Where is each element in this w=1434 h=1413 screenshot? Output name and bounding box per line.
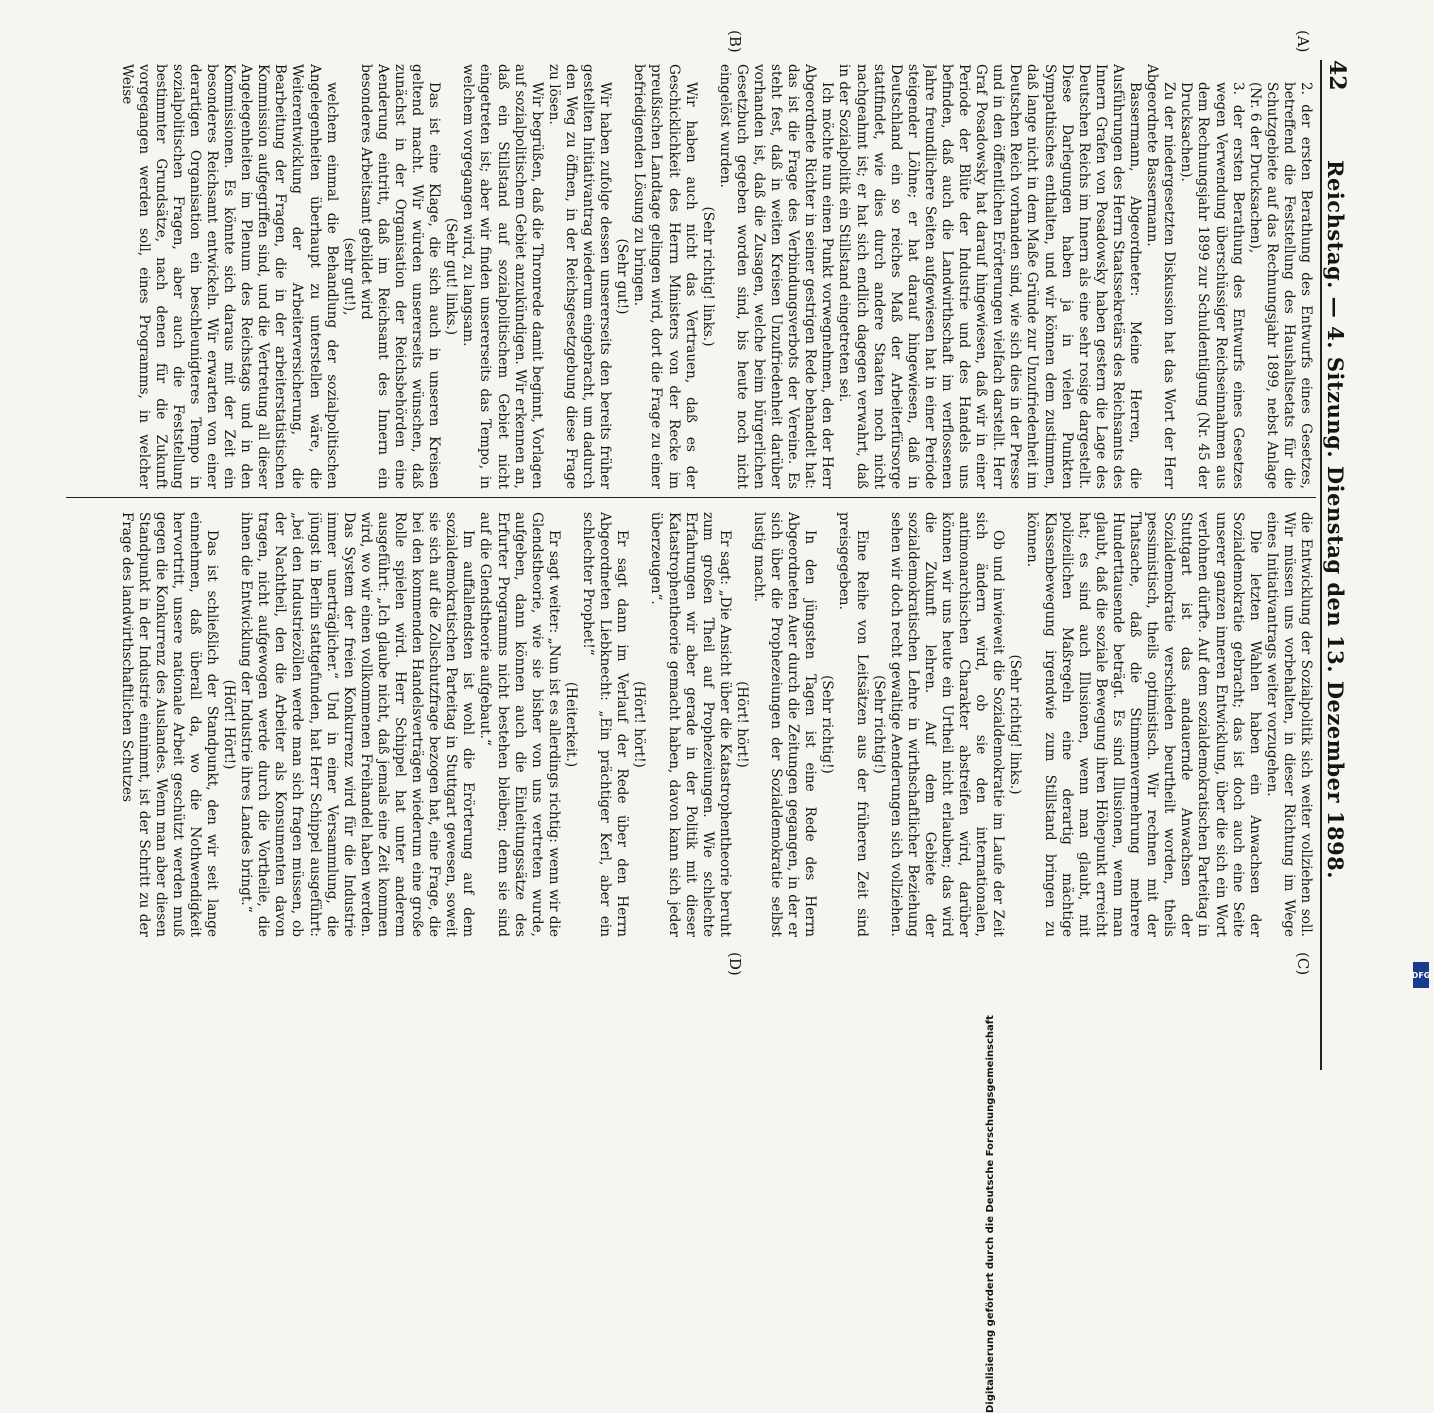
paragraph: welchem einmal die Behandlung der sozialpolitischen Angelegenheiten überhaupt zu unterstellen wäre, die Weiterentwicklung der Arbeiterversicherung, die Bearbeitung der Fragen, die in der arbeiterstatistischen Kommission aufgegriffen sind, und die Vertretung all dieser Angelegenheiten im Plenum des Reichstags und in den Kommissionen. Es könnte sich daraus mit der Zeit ein besonderes Reichsamt entwickeln. Wir erwarten von einer derartigen Organisation ein beschleunigteres Tempo in sozialpolitischen Fragen, aber auch die Feststellung bestimmter Grundsätze, nach denen für die Zukunft vorgegangen werden soll, eines Programms, in welcher Weise [118, 64, 340, 489]
paragraph: 2. der ersten Berathung des Entwurfs eines Gesetzes, betreffend die Feststellung des Haushaltsetats für die Schutzgebiete auf das Rechnungsjahr 1899, nebst Anlage (Nr. 6 der Drucksachen), [1246, 82, 1314, 489]
interjection: (Sehr gut!) [614, 238, 631, 315]
column-rule [66, 497, 1316, 498]
paragraph: Er sagt weiter: „Nun ist es allerdings richtig: wenn wir die Glendstheorie, wie sie bisher von uns vertreten wurde, aufgeben, dann können auch die Einleitungssätze des Erfurter Programms nicht bestehen bleiben; denn sie sind auf die Glendstheorie aufgebaut.“ [477, 512, 562, 937]
left-column [74, 64, 1314, 489]
paragraph: Ob und inwieweit die Sozialdemokratie im Laufe der Zeit sich ändern wird, ob sie den internationalen, antimonarchischen Charakter abstreifen wird, darüber können wir uns heute ein Urtheil nicht erlauben; das wird die Zukunft lehren. Auf dem Gebiete der sozialdemokratischen Lehre in wirthschaftlicher Beziehung sehen wir doch recht gewaltige Aenderungen sich vollziehen. [887, 512, 1007, 937]
interjection: (Sehr richtig! links.) [699, 206, 716, 347]
paragraph: Wir haben zufolge dessen unsererseits den bereits früher gestellten Initiativantrag wiederum eingebracht, um dadurch den Weg zu öffnen, in der Reichsgesetzgebung diese Frage zu lösen. [545, 64, 614, 489]
paragraph: 3. der ersten Berathung des Entwurfs eines Gesetzes wegen Verwendung überschüssiger Reichseinnahmen aus dem Rechnungsjahr 1899 zur Schuldentilgung (Nr. 45 der Drucksachen). [1178, 82, 1246, 489]
interjection: (Sehr gut! links.) [443, 217, 460, 336]
margin-marker-c: (C) [1294, 952, 1312, 976]
interjection: (Sehr richtig!) [870, 675, 887, 774]
right-column [74, 512, 1314, 937]
paragraph: Bassermann, Abgeordneter: Meine Herren, die Ausführungen des Herrn Staatssekretärs des Reichsamts des Innern Grafen von Posadowsky haben gestern die Lage des Deutschen Reichs im Innern als eine sehr rosige dargestellt. Diese Darlegungen haben ja in vielen Punkten Sympathisches enthalten, und wir können dem zustimmen, daß lange nicht in dem Maße Gründe zur Unzufriedenheit im Deutschen Reich vorhanden sind, wie sich dies in der Presse und in den öffentlichen Erörterungen vielfach darstellt. Herr Graf Posadowsky hat darauf hingewiesen, daß wir in einer Periode der Blüte der Industrie und des Handels uns befinden, daß auch die Landwirthschaft im verflossenen Jahre freundlichere Seiten aufgewiesen hat in einer Periode steigender Löhne; er hat darauf hingewiesen, daß in Deutschland ein so reiches Maß der Arbeiterfürsorge stattfindet, wie dies durch andere Staaten noch nicht nachgeahmt ist; er hat sich endlich dagegen verwahrt, daß in der Sozialpolitik ein Stillstand eingetreten sei. [836, 64, 1144, 489]
paragraph: Wir haben auch nicht das Vertrauen, daß es der Geschicklichkeit des Herrn Ministers von der Recke im preußischen Landtage gelingen wird, dort die Frage zu einer befriedigenden Lösung zu bringen. [631, 64, 699, 489]
paragraph: die Entwicklung der Sozialpolitik sich weiter vollziehen soll. Wir müssen uns vorbehalten, in dieser Richtung im Wege eines Initiativantrags weiter vorzugehen. [1263, 512, 1314, 937]
running-head: Reichstag. — 4. Sitzung. Dienstag den 13. Dezember 1898. [1323, 160, 1348, 880]
header-rule [1320, 60, 1322, 1070]
page-header [1316, 60, 1356, 940]
paragraph: Die letzten Wahlen haben ein Anwachsen der Sozialdemokratie gebracht; das ist doch auch eine Seite unserer ganzen inneren Entwicklung, über die sich ein Wort verlohnen dürfte. Auf dem sozialdemokratischen Parteitag in Stuttgart ist das andauernde Anwachsen der Sozialdemokratie verschieden beurtheilt worden, theils pessimistisch, theils optimistisch. Wir rechnen mit der Thatsache, daß die Stimmenvermehrung mehrere Hunderttausende beträgt. Es sind Illusionen, wenn man glaubt, daß die soziale Bewegung ihren Höhepunkt erreicht hat; es sind auch Illusionen, wenn man glaubt, mit polizeilichen Maßregeln eine derartig mächtige Klassenbewegung irgendwie zum Stillstand bringen zu können. [1024, 512, 1263, 937]
digitization-footer: Digitalisierung gefördert durch die Deutsche Forschungsgemeinschaft [985, 1015, 996, 1413]
interjection: (Sehr richtig! links.) [1007, 654, 1024, 795]
paragraph: Im auffallendsten ist wohl die Erörterung auf dem sozialdemokratischen Parteitag in Stuttgart gewesen, soweit sie sich auf die Zollschutzfrage bezogen hat, eine Frage, die bei den kommenden Handelsverträgen wiederum eine große Rolle spielen wird. Herr Schippel hat unter anderem ausgeführt: „Ich glaube nicht, daß jemals eine Zeit kommen wird, wo wir einen vollkommenen Freihandel haben werden. Das System der freien Konkurrenz wird für die Industrie immer unerträglicher.“ Und in einer Versammlung, die jüngst in Berlin stattgefunden, hat Herr Schippel ausgeführt: „bei den Industriezöllen werde man sich fragen müssen, ob der Nachtheil, den die Arbeiter als Konsumenten davon tragen, nicht aufgewogen werde durch die Vortheile, die ihnen die Entwicklung der Industrie ihres Landes bringt.“ [238, 512, 477, 937]
paragraph: Er sagt: „Die Ansicht über die Katastrophentheorie beruht zum großen Theil auf Prophezeiungen. Wie schlechte Erfahrungen wir aber gerade in der Politik mit dieser Katastrophentheorie gemacht haben, davon kann sich jeder überzeugen“. [648, 512, 733, 937]
interjection: (Hört! Hört!) [221, 679, 238, 770]
paragraph: Das ist eine Klage, die sich auch in unseren Kreisen geltend macht. Wir würden unsererseits wünschen, daß zunächst in der Organisation der Reichsbehörden eine Aenderung eintritt, daß im Reichsamt des Innern ein besonderes Arbeitsamt gebildet wird [357, 64, 443, 489]
paragraph: In den jüngsten Tagen ist eine Rede des Herrn Abgeordneten Auer durch die Zeitungen gegangen, in der er sich über die Prophezeiungen der Sozialdemokratie selbst lustig macht. [751, 512, 819, 937]
paragraph: Ich möchte nun einen Punkt vorwegnehmen, den der Herr Abgeordnete Richter in seiner gestrigen Rede behandelt hat: das ist die Frage des Verbindungsverbots der Vereine. Es steht fest, daß in weiten Kreisen Unzufriedenheit darüber vorhanden ist, daß die Zusagen, welche beim bürgerlichen Gesetzbuch gegeben worden sind, bis heute noch nicht eingelöst wurden. [716, 64, 836, 489]
paragraph: Wir begrüßen, daß die Thronrede damit beginnt, Vorlagen auf sozialpolitischem Gebiet anzukündigen. Wir erkennen an, daß ein Stillstand auf sozialpolitischem Gebiet nicht eingetreten ist; aber wir finden unsererseits das Tempo, in welchem vorgegangen wird, zu langsam. [460, 64, 545, 489]
interjection: (Hört! hört!) [631, 681, 648, 768]
margin-marker-b: (B) [726, 30, 744, 53]
dfg-logo: DFG [1413, 962, 1429, 988]
interjection: (Sehr richtig!) [819, 675, 836, 774]
paragraph: Zu der niedergesetzten Diskussion hat das Wort der Herr Abgeordnete Bassermann. [1144, 64, 1178, 489]
margin-marker-d: (D) [726, 952, 744, 976]
paragraph: Eine Reihe von Leitsätzen aus der früheren Zeit sind preisgegeben. [836, 512, 870, 937]
paragraph: Er sagt dann im Verlauf der Rede über den Herrn Abgeordneten Liebknecht: „Ein prächtiger Kerl, aber ein schlechter Prophet!“ [580, 512, 631, 937]
margin-marker-a: (A) [1294, 30, 1312, 53]
interjection: (Hört! hört!) [733, 681, 750, 768]
interjection: (sehr gut!), [340, 237, 357, 316]
paragraph: Das ist schließlich der Standpunkt, den wir seit lange einnehmen, daß überall da, wo die Nothwendigkeit hervortritt, unsere nationale Arbeit geschützt werden muß gegen die Konkurrenz des Auslandes. Wenn man aber diesen Standpunkt in der Industrie einnimmt, ist der Schritt zu der Frage des landwirthschaftlichen Schutzes [118, 512, 220, 937]
page-number: 42 [1324, 60, 1350, 91]
interjection: (Heiterkeit.) [562, 681, 579, 768]
